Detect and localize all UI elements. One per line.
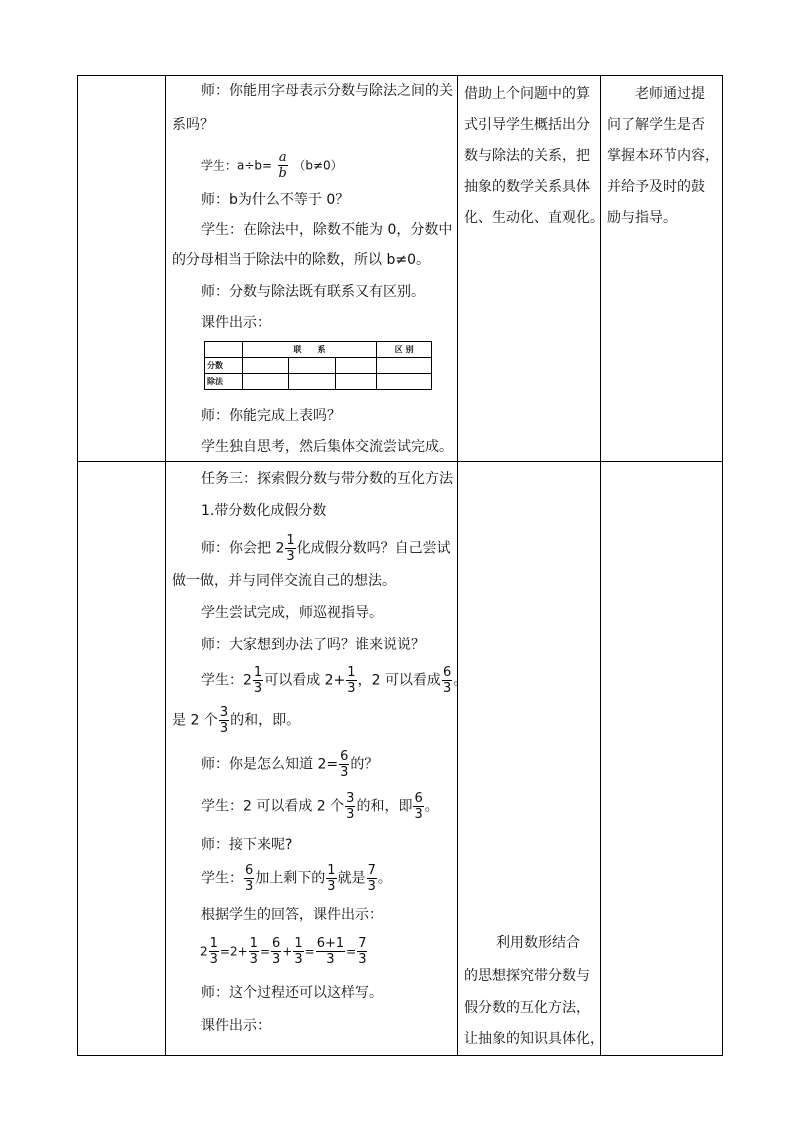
fraction: $\frac{1}{3}$ [347, 665, 356, 696]
text-line: 掌握本环节内容， [607, 148, 719, 164]
fraction: $\frac{6}{3}$ [245, 863, 254, 894]
fraction: $\frac{1}{3}$ [209, 936, 218, 967]
lesson-plan-table [77, 75, 723, 1056]
fraction: $\frac{6}{3}$ [340, 749, 349, 780]
text-line: 抽象的数学关系具体 [464, 179, 590, 195]
text-line: 做一做，并与同伴交流自己的想法。 [172, 573, 396, 589]
formula-line: 是 2 个 $\frac{3}{3}$ 的和，即。 [172, 705, 301, 736]
fraction: $\frac{7}{3}$ [367, 863, 376, 894]
fraction: $\frac{1}{3}$ [253, 665, 263, 696]
text-line: 师：这个过程还可以这样写。 [201, 985, 383, 1001]
text-line: 课件出示： [201, 315, 271, 331]
fraction: $\frac{3}{3}$ [219, 705, 229, 736]
table-row [78, 462, 723, 1056]
text-line: 学生：在除法中，除数不能为 0，分数中 [201, 222, 453, 238]
text-line: 学生独自思考，然后集体交流尝试完成。 [201, 439, 453, 455]
text-line: 借助上个问题中的算 [464, 86, 590, 102]
text-line: 师：分数与除法既有联系又有区别。 [201, 284, 425, 300]
text-line: 1.带分数化成假分数 [201, 503, 327, 519]
text-line: 师：你能用字母表示分数与除法之间的关 [201, 83, 453, 99]
comparison-table: 联 系 区 别 分数 除法 [204, 341, 432, 390]
fraction: $\frac{6}{3}$ [414, 791, 423, 822]
section-cell [78, 462, 166, 1056]
formula-line: 师：你会把 2 $\frac{1}{3}$ 化成假分数吗？自己尝试 [201, 533, 451, 564]
text-line: 数与除法的关系，把 [464, 148, 590, 164]
equation-line: 2 $\frac{1}{3}$ =2+ $\frac{1}{3}$ = $\frac{6}{3}$ + $\frac{1}{3}$ = $\frac{6+1}{3}$ = $\frac{7}{3}$ [200, 936, 367, 967]
fraction: $\frac{a}{b}$ [278, 150, 287, 181]
text-line: 任务三：探索假分数与带分数的互化方法 [201, 471, 453, 487]
text-line: 老师通过提 [635, 86, 705, 102]
text-line: 的思想探究带分数与 [464, 968, 590, 984]
formula-line: 学生： $\frac{6}{3}$ 加上剩下的 $\frac{1}{3}$ 就是 $\frac{7}{3}$ 。 [201, 863, 392, 894]
formula-line: 学生：2 $\frac{1}{3}$ 可以看成 2+ $\frac{1}{3}$ ，2 可以看成 $\frac{6}{3}$ 。 [201, 665, 468, 696]
table-row [78, 76, 723, 462]
fraction: $\frac{1}{3}$ [286, 533, 295, 564]
section-cell [78, 76, 166, 462]
text-line: 利用数形结合 [496, 935, 580, 951]
text-line: 励与指导。 [607, 210, 677, 226]
text-line: 师：大家想到办法了吗？谁来说说？ [201, 637, 425, 653]
design-intent-cell [458, 462, 604, 1056]
fraction: $\frac{7}{3}$ [358, 936, 367, 967]
teaching-process-cell [166, 76, 458, 462]
formula-line: 学生：a÷b= $\frac{a}{b}$ （b≠0） [201, 150, 343, 181]
text-line: 的分母相当于除法中的除数，所以 b≠0。 [172, 252, 430, 268]
fraction: $\frac{6}{3}$ [272, 936, 281, 967]
evaluation-cell [601, 462, 723, 1056]
text-line: 系吗？ [172, 117, 214, 133]
design-intent-cell [458, 76, 604, 462]
text-line: 师：b为什么不等于 0？ [201, 192, 350, 208]
text-line: 问了解学生是否 [607, 117, 705, 133]
text-line: 师：接下来呢? [201, 837, 293, 853]
text-line: 让抽象的知识具体化， [464, 1031, 604, 1047]
evaluation-cell [601, 76, 723, 462]
text-line: 并给予及时的鼓 [607, 179, 705, 195]
teaching-process-cell [166, 462, 468, 1056]
text-line: 根据学生的回答，课件出示： [201, 907, 383, 923]
text-line: 课件出示： [201, 1018, 271, 1034]
text-line: 化、生动化、直观化。 [464, 210, 604, 226]
fraction: $\frac{3}{3}$ [346, 791, 355, 822]
fraction: $\frac{1}{3}$ [294, 936, 303, 967]
fraction: $\frac{1}{3}$ [327, 863, 336, 894]
text-line: 学生尝试完成，师巡视指导。 [201, 605, 383, 621]
text-line: 假分数的互化方法， [464, 1000, 590, 1016]
fraction: $\frac{1}{3}$ [249, 936, 258, 967]
formula-line: 师：你是怎么知道 2= $\frac{6}{3}$ 的？ [201, 749, 379, 780]
text-line: 式引导学生概括出分 [464, 117, 590, 133]
fraction: $\frac{6+1}{3}$ [316, 936, 345, 967]
fraction: $\frac{6}{3}$ [442, 665, 452, 696]
text-line: 师：你能完成上表吗？ [201, 408, 341, 424]
formula-line: 学生：2 可以看成 2 个 $\frac{3}{3}$ 的和，即 $\frac{6}{3}$ 。 [201, 791, 439, 822]
